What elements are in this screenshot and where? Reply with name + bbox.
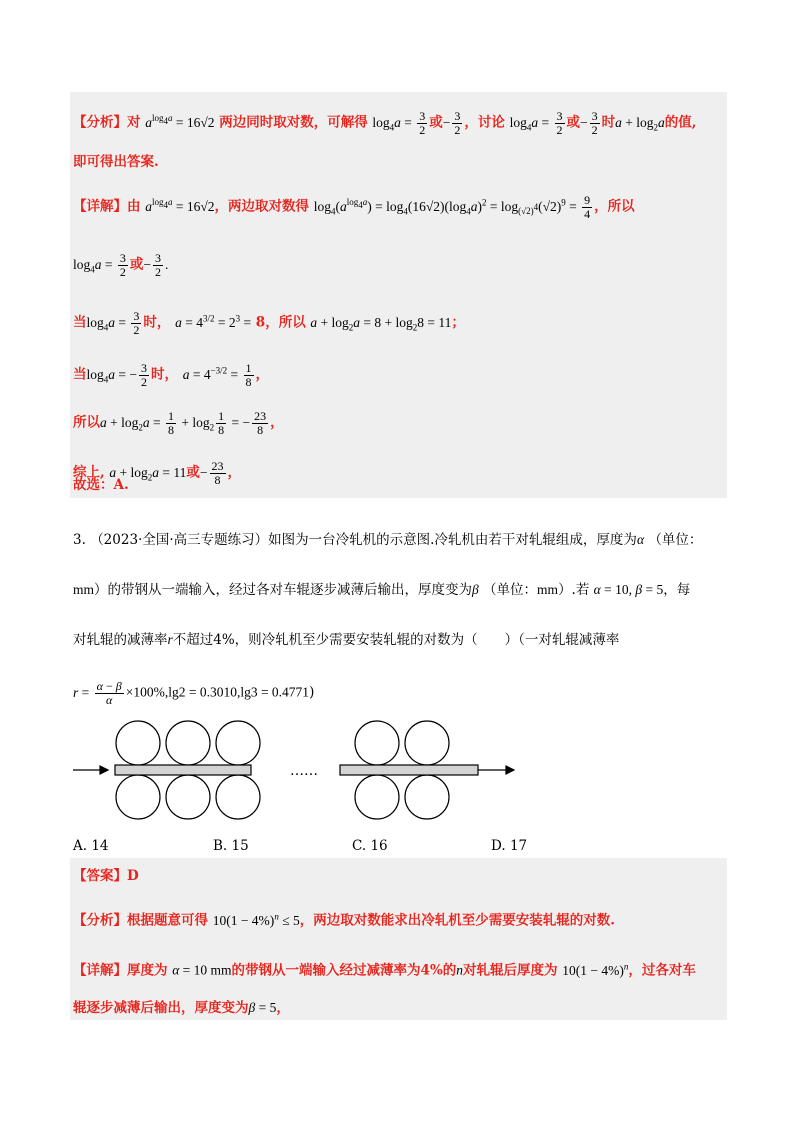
roller-bottom-3 (216, 775, 260, 819)
question-formula: r = $\frac{\alpha - \beta}{\alpha}$ ×100%,lg2 = 0.3010,lg3 = 0.4771) (73, 679, 315, 707)
analysis-line-2: 即可得出答案. (73, 154, 159, 170)
roller-bottom-5 (405, 775, 449, 819)
diagram-dots: …… (290, 763, 318, 779)
option-a[interactable]: A. 14 (73, 838, 109, 854)
roller-bottom-1 (116, 775, 160, 819)
option-b[interactable]: B. 15 (213, 838, 249, 854)
choice-line: 故选：A. (73, 477, 129, 493)
roller-top-2 (166, 721, 210, 765)
answer-detail-line-2: 辊逐步减薄后输出，厚度变为β = 5， (73, 1000, 290, 1016)
case-1-line: 当$\log_4a$ = $\frac{3}{2}$ 时， $a = 4^{3/2} = 2^3 = 8$，所以 $a + \log_2a = 8 + \log_28 = 11$； (73, 308, 465, 337)
input-arrowhead (100, 766, 108, 774)
roller-bottom-2 (166, 775, 210, 819)
roller-top-4 (355, 721, 399, 765)
rolling-mill-diagram (0, 712, 800, 852)
roller-top-3 (216, 721, 260, 765)
so-line: 所以$a + \log_2a$ = $\frac{1}{8}$ + $\log_2$ $\frac{1}{8}$ = − $\frac{23}{8}$ ， (73, 409, 284, 437)
answer-background (70, 858, 727, 1020)
detail-line-2: $\log_4a$ = $\frac{3}{2}$ 或− $\frac{3}{2}$ . (73, 251, 169, 279)
option-d[interactable]: D. 17 (491, 838, 528, 854)
roller-top-1 (116, 721, 160, 765)
question-line-3: 对轧辊的减薄率r不超过4%，则冷轧机至少需要安装轧辊的对数为（ ）（一对轧辊减薄率 (73, 632, 620, 648)
steel-strip-1 (115, 765, 251, 775)
question-line-2: mm）的带钢从一端输入，经过各对车辊逐步减薄后输出，厚度变为β （单位：mm）.若 α = 10, β = 5，每 (73, 582, 691, 598)
summary-line: 综上, $a + \log_2a = 11$或− $\frac{23}{8}$ ， (73, 459, 242, 487)
output-arrowhead (506, 766, 514, 774)
answer-detail-line-1: 【详解】厚度为 α = 10 mm的带钢从一端输入经过减薄率为4%的n对轧辊后厚度为 $10(1 - 4\%)^n$，过各对车 (73, 961, 696, 979)
case-2-line: 当$\log_4a$ = − $\frac{3}{2}$ 时， $a = 4^{-3/2}$ = $\frac{1}{8}$ ， (73, 360, 270, 389)
detail-line-1: 【详解】由 $a^{log_4a} = 16√2$，两边取对数得 $\log_4(a^{log_4a}) = \log_4(16√2)(\log_4a)^2 = \log_{(√2)^4}(√2)^9$ = $\frac{9}{4}$ ，所以 (73, 192, 635, 221)
roller-bottom-4 (355, 775, 399, 819)
steel-strip-2 (340, 765, 478, 775)
roller-top-5 (405, 721, 449, 765)
analysis-line-1: 【分析】对 $a^{log_4a} = 16√2$ 两边同时取对数，可解得 $\log_4a$ = $\frac{3}{2}$ 或− $\frac{3}{2}$ ，讨论 $\log_4a$ = $\frac{3}{2}$ 或− $\frac{3}{2}$ 时$a + \log_2a$的值, (73, 108, 697, 137)
answer-line: 【答案】D (73, 868, 139, 884)
question-line-1: 3. （2023·全国·高三专题练习）如图为一台冷轧机的示意图.冷轧机由若干对轧辊组成，厚度为α （单位： (73, 532, 703, 548)
answer-analysis-line: 【分析】根据题意可得 $10(1 - 4\%)^n \le 5$，两边取对数能求出冷轧机至少需要安装轧辊的对数. (73, 911, 615, 929)
option-c[interactable]: C. 16 (352, 838, 388, 854)
